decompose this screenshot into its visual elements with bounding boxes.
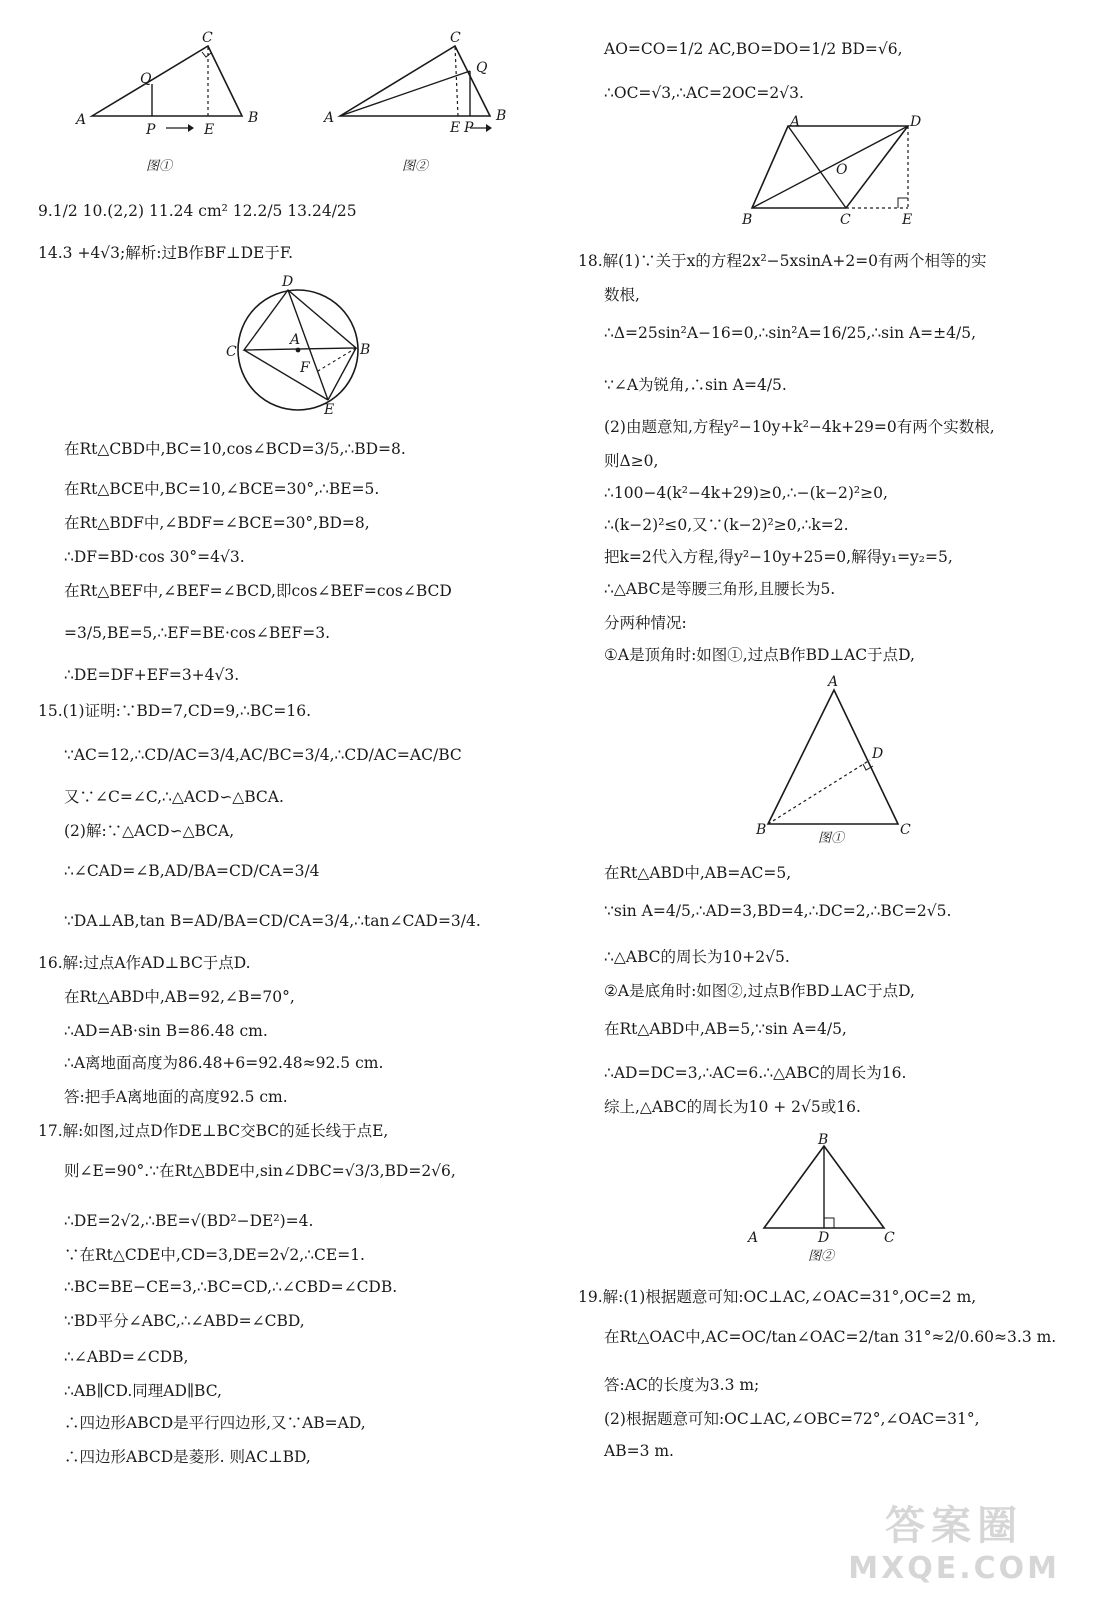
left-line: ∴BC=BE−CE=3,∴BC=CD,∴∠CBD=∠CDB.: [64, 1278, 398, 1296]
svg-text:E: E: [450, 120, 461, 136]
svg-text:Q: Q: [476, 60, 488, 76]
left-line: ∴DE=2√2,∴BE=√(BD²−DE²)=4.: [64, 1212, 314, 1230]
svg-text:B: B: [818, 1132, 829, 1148]
left-line: ∴四边形ABCD是平行四边形,又∵AB=AD,: [64, 1414, 366, 1432]
right-line: ①A是顶角时:如图①,过点B作BD⊥AC于点D,: [604, 646, 915, 664]
left-line: 在Rt△BDF中,∠BDF=∠BCE=30°,BD=8,: [64, 514, 370, 532]
figure-1: [70, 28, 280, 178]
svg-text:Q: Q: [140, 71, 152, 87]
iso1-caption: 图①: [818, 831, 845, 846]
svg-text:C: C: [450, 30, 461, 46]
watermark-bottom: MXQE.COM: [848, 1551, 1060, 1586]
left-line: 在Rt△ABD中,AB=92,∠B=70°,: [64, 988, 295, 1006]
figure-2: [320, 28, 520, 178]
right-line: (2)根据题意可知:OC⊥AC,∠OBC=72°,∠OAC=31°,: [604, 1410, 980, 1428]
right-line: 分两种情况:: [604, 614, 687, 632]
right-line: 数根,: [604, 286, 640, 304]
svg-text:B: B: [496, 108, 507, 124]
right-line: 在Rt△ABD中,AB=AC=5,: [604, 864, 792, 882]
right-line: ∵∠A为锐角,∴sin A=4/5.: [604, 376, 787, 394]
right-line: ∴△ABC的周长为10+2√5.: [604, 948, 790, 966]
svg-text:D: D: [872, 746, 884, 762]
svg-text:D: D: [910, 114, 922, 130]
left-line: 则∠E=90°.∵在Rt△BDE中,sin∠DBC=√3/3,BD=2√6,: [64, 1162, 456, 1180]
left-line: 在Rt△BEF中,∠BEF=∠BCD,即cos∠BEF=cos∠BCD: [64, 582, 452, 600]
svg-text:B: B: [248, 110, 259, 126]
left-line: ∵在Rt△CDE中,CD=3,DE=2√2,∴CE=1.: [64, 1246, 365, 1264]
left-line: 14.3 +4√3;解析:过B作BF⊥DE于F.: [38, 244, 294, 262]
right-line: 则Δ≥0,: [604, 452, 659, 470]
left-line: ∴A离地面高度为86.48+6=92.48≈92.5 cm.: [64, 1054, 384, 1072]
right-line: 18.解(1)∵关于x的方程2x²−5xsinA+2=0有两个相等的实: [578, 252, 987, 270]
svg-text:E: E: [204, 122, 215, 138]
right-line: ∴100−4(k²−4k+29)≥0,∴−(k−2)²≥0,: [604, 484, 888, 502]
left-line: 在Rt△CBD中,BC=10,cos∠BCD=3/5,∴BD=8.: [64, 440, 406, 458]
left-line: ∴∠CAD=∠B,AD/BA=CD/CA=3/4: [64, 862, 320, 880]
isosceles-figure-2: [742, 1128, 912, 1268]
right-line: 答:AC的长度为3.3 m;: [604, 1376, 760, 1394]
svg-text:B: B: [360, 342, 371, 358]
left-line: 答:把手A离地面的高度92.5 cm.: [64, 1088, 288, 1106]
svg-text:B: B: [742, 212, 753, 228]
circle-figure: [222, 272, 382, 414]
right-line: ∴△ABC是等腰三角形,且腰长为5.: [604, 580, 836, 598]
svg-text:C: C: [202, 30, 213, 46]
right-line: (2)由题意知,方程y²−10y+k²−4k+29=0有两个实数根,: [604, 418, 995, 436]
left-line: ∴DE=DF+EF=3+4√3.: [64, 666, 240, 684]
watermark-top: 答案圈: [885, 1503, 1024, 1549]
right-line: 在Rt△ABD中,AB=5,∵sin A=4/5,: [604, 1020, 847, 1038]
svg-text:E: E: [324, 402, 335, 414]
svg-text:C: C: [884, 1230, 895, 1246]
svg-text:P: P: [146, 122, 156, 138]
left-line: 15.(1)证明:∵BD=7,CD=9,∴BC=16.: [38, 702, 312, 720]
svg-text:A: A: [76, 112, 87, 128]
right-line: 把k=2代入方程,得y²−10y+25=0,解得y₁=y₂=5,: [604, 548, 953, 566]
svg-text:A: A: [290, 332, 301, 348]
svg-text:D: D: [818, 1230, 830, 1246]
right-line: ②A是底角时:如图②,过点B作BD⊥AC于点D,: [604, 982, 915, 1000]
figure-2-caption: 图②: [402, 159, 429, 174]
left-line: 9.1/2 10.(2,2) 11.24 cm² 12.2/5 13.24/25: [38, 202, 357, 220]
left-line: =3/5,BE=5,∴EF=BE·cos∠BEF=3.: [64, 624, 331, 642]
left-line: 又∵∠C=∠C,∴△ACD∽△BCA.: [64, 788, 284, 806]
right-line: ∴AD=DC=3,∴AC=6.∴△ABC的周长为16.: [604, 1064, 907, 1082]
svg-text:C: C: [840, 212, 851, 228]
svg-text:C: C: [900, 822, 911, 838]
svg-text:P: P: [464, 120, 474, 136]
right-line: ∴(k−2)²≤0,又∵(k−2)²≥0,∴k=2.: [604, 516, 849, 534]
right-line: ∴Δ=25sin²A−16=0,∴sin²A=16/25,∴sin A=±4/5,: [604, 324, 977, 342]
left-line: 在Rt△BCE中,BC=10,∠BCE=30°,∴BE=5.: [64, 480, 380, 498]
svg-text:O: O: [836, 162, 848, 178]
left-line: (2)解:∵△ACD∽△BCA,: [64, 822, 235, 840]
iso2-caption: 图②: [808, 1249, 835, 1264]
right-line: ∴OC=√3,∴AC=2OC=2√3.: [604, 84, 804, 102]
right-line: ∵sin A=4/5,∴AD=3,BD=4,∴DC=2,∴BC=2√5.: [604, 902, 952, 920]
left-line: ∵DA⊥AB,tan B=AD/BA=CD/CA=3/4,∴tan∠CAD=3/4.: [64, 912, 481, 930]
watermark-logo: [848, 1494, 1060, 1586]
right-line: 在Rt△OAC中,AC=OC/tan∠OAC=2/tan 31°≈2/0.60≈3.3 m.: [604, 1328, 1057, 1346]
svg-text:A: A: [324, 110, 335, 126]
right-line: AB=3 m.: [604, 1442, 674, 1460]
svg-text:A: A: [748, 1230, 759, 1246]
svg-text:F: F: [300, 360, 310, 376]
right-line: 19.解:(1)根据题意可知:OC⊥AC,∠OAC=31°,OC=2 m,: [578, 1288, 977, 1306]
left-line: ∵BD平分∠ABC,∴∠ABD=∠CBD,: [64, 1312, 305, 1330]
left-line: ∵AC=12,∴CD/AC=3/4,AC/BC=3/4,∴CD/AC=AC/BC: [64, 746, 462, 764]
left-line: ∴DF=BD·cos 30°=4√3.: [64, 548, 245, 566]
svg-text:C: C: [226, 344, 237, 360]
rhombus-figure: [738, 112, 928, 230]
svg-text:D: D: [282, 274, 294, 290]
isosceles-figure-1: [752, 672, 932, 850]
right-line: AO=CO=1/2 AC,BO=DO=1/2 BD=√6,: [604, 40, 903, 58]
right-line: 综上,△ABC的周长为10 + 2√5或16.: [604, 1098, 861, 1116]
left-line: ∴AD=AB·sin B=86.48 cm.: [64, 1022, 268, 1040]
left-line: 16.解:过点A作AD⊥BC于点D.: [38, 954, 251, 972]
svg-text:E: E: [902, 212, 913, 228]
figure-1-caption: 图①: [146, 159, 173, 174]
left-line: 17.解:如图,过点D作DE⊥BC交BC的延长线于点E,: [38, 1122, 389, 1140]
left-line: ∴AB∥CD.同理AD∥BC,: [64, 1382, 222, 1400]
left-line: ∴四边形ABCD是菱形. 则AC⊥BD,: [64, 1448, 311, 1466]
svg-text:B: B: [756, 822, 767, 838]
svg-text:A: A: [790, 114, 801, 130]
svg-text:A: A: [828, 674, 839, 690]
left-line: ∴∠ABD=∠CDB,: [64, 1348, 189, 1366]
